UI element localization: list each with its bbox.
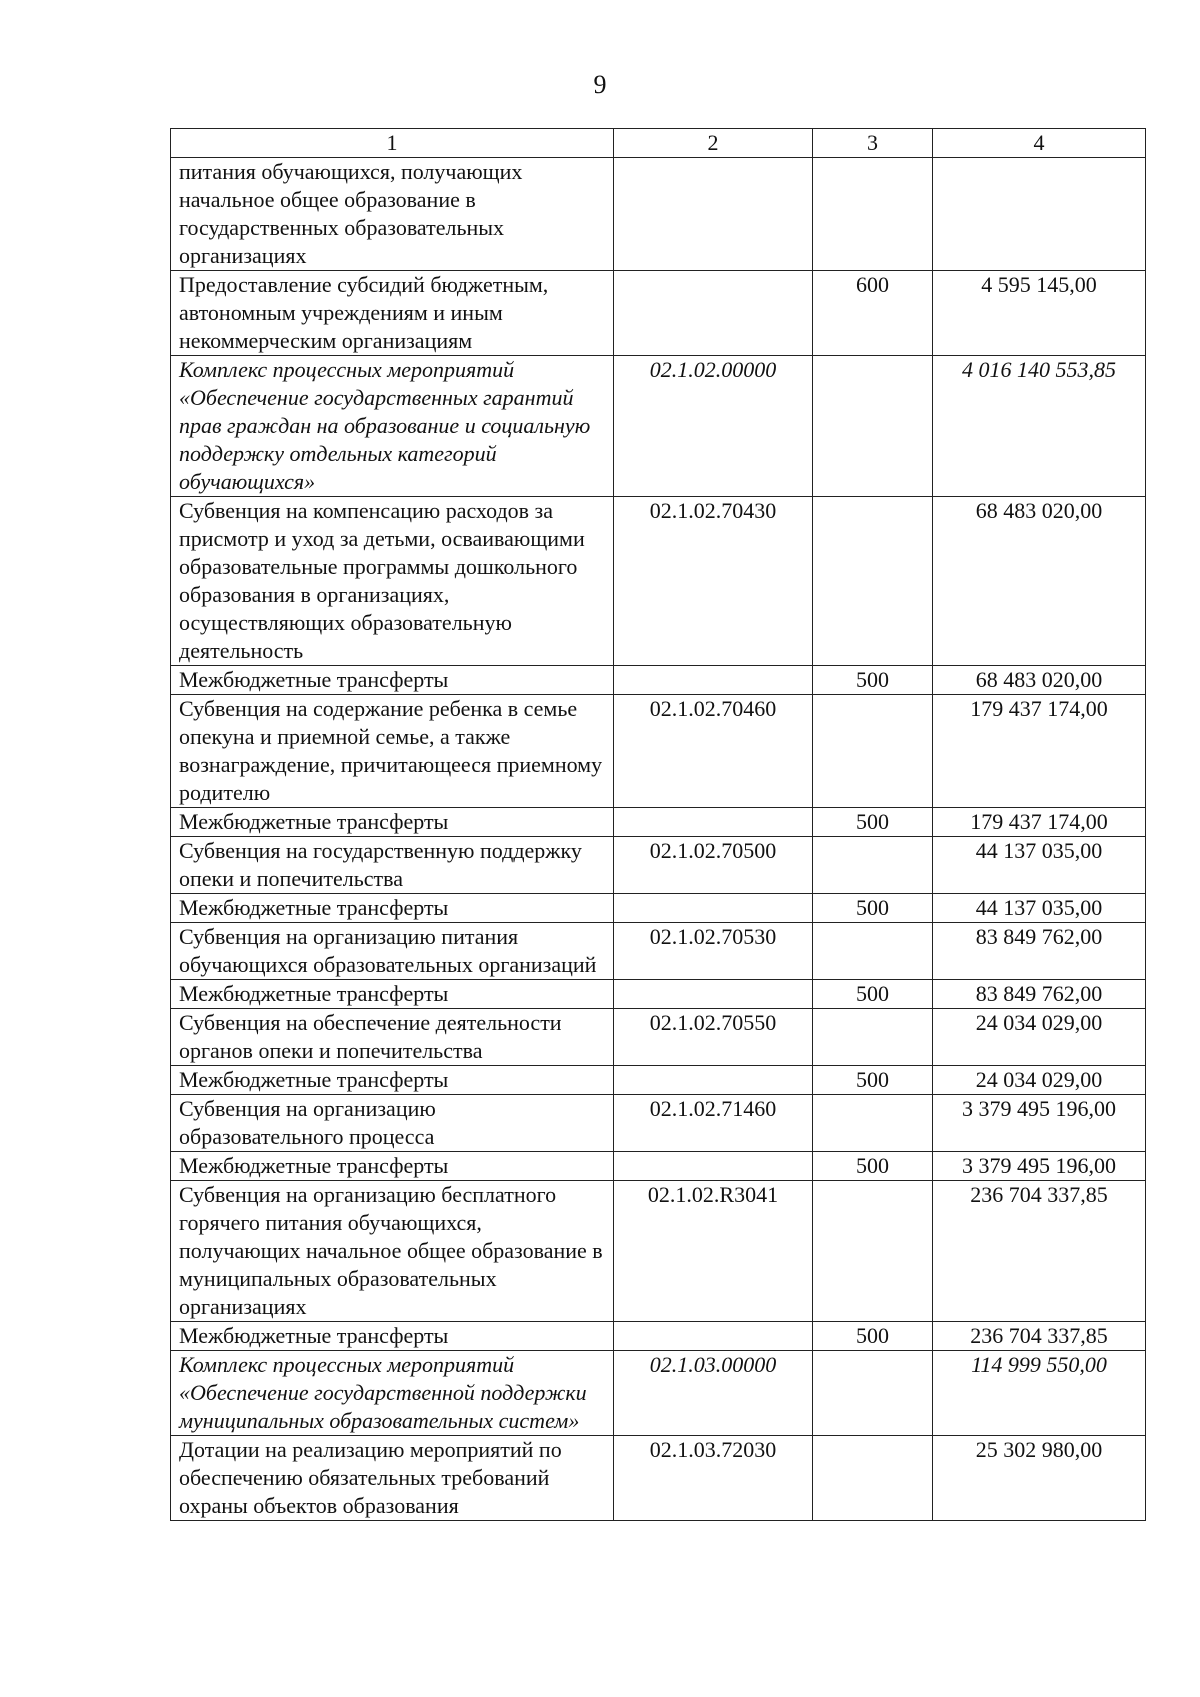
row-kind-cell: 500 <box>813 808 933 837</box>
row-kind-cell: 500 <box>813 980 933 1009</box>
row-sum-cell: 236 704 337,85 <box>933 1322 1146 1351</box>
table-row <box>171 980 1146 1009</box>
row-sum-cell: 68 483 020,00 <box>933 666 1146 695</box>
column-header-3: 3 <box>813 129 933 158</box>
row-code-cell: 02.1.02.70430 <box>614 497 813 666</box>
row-kind-cell: 500 <box>813 894 933 923</box>
table-row <box>171 923 1146 980</box>
row-kind-cell: 500 <box>813 1066 933 1095</box>
row-kind-cell: 500 <box>813 1322 933 1351</box>
row-sum-cell: 44 137 035,00 <box>933 837 1146 894</box>
row-code-cell: 02.1.02.70530 <box>614 923 813 980</box>
row-name-cell: Дотации на реализацию мероприятий по обеспечению обязательных требований охраны объектов образования <box>171 1436 614 1521</box>
table-row <box>171 356 1146 497</box>
row-code-cell: 02.1.02.00000 <box>614 356 813 497</box>
row-kind-cell <box>813 497 933 666</box>
row-name-cell: Комплекс процессных мероприятий «Обеспечение государственной поддержки муниципальных образовательных систем» <box>171 1351 614 1436</box>
row-sum-cell: 179 437 174,00 <box>933 808 1146 837</box>
row-sum-cell: 179 437 174,00 <box>933 695 1146 808</box>
row-sum-cell: 25 302 980,00 <box>933 1436 1146 1521</box>
row-code-cell <box>614 1322 813 1351</box>
row-code-cell: 02.1.02.70460 <box>614 695 813 808</box>
row-kind-cell <box>813 837 933 894</box>
row-name-cell: Субвенция на содержание ребенка в семье опекуна и приемной семье, а также вознаграждение, причитающееся приемному родителю <box>171 695 614 808</box>
row-sum-cell: 114 999 550,00 <box>933 1351 1146 1436</box>
row-name-cell: Межбюджетные трансферты <box>171 980 614 1009</box>
row-code-cell <box>614 808 813 837</box>
row-name-cell: Субвенция на обеспечение деятельности органов опеки и попечительства <box>171 1009 614 1066</box>
row-name-cell: Субвенция на организацию образовательного процесса <box>171 1095 614 1152</box>
table-row <box>171 1436 1146 1521</box>
row-name-cell: Субвенция на организацию питания обучающихся образовательных организаций <box>171 923 614 980</box>
table-row <box>171 808 1146 837</box>
row-code-cell <box>614 666 813 695</box>
row-kind-cell: 500 <box>813 666 933 695</box>
row-kind-cell <box>813 356 933 497</box>
row-sum-cell: 24 034 029,00 <box>933 1066 1146 1095</box>
row-name-cell: Комплекс процессных мероприятий «Обеспечение государственных гарантий прав граждан на образование и социальную поддержку отдельных категорий обучающихся» <box>171 356 614 497</box>
row-name-cell: Межбюджетные трансферты <box>171 1322 614 1351</box>
row-kind-cell <box>813 695 933 808</box>
row-sum-cell: 83 849 762,00 <box>933 980 1146 1009</box>
table-row <box>171 1351 1146 1436</box>
row-sum-cell: 68 483 020,00 <box>933 497 1146 666</box>
row-name-cell: Межбюджетные трансферты <box>171 666 614 695</box>
column-header-1: 1 <box>171 129 614 158</box>
row-sum-cell: 44 137 035,00 <box>933 894 1146 923</box>
row-code-cell: 02.1.03.00000 <box>614 1351 813 1436</box>
row-sum-cell <box>933 158 1146 271</box>
row-name-cell: Межбюджетные трансферты <box>171 1066 614 1095</box>
page-number: 9 <box>593 70 607 99</box>
table-header-row <box>171 129 1146 158</box>
row-kind-cell <box>813 1436 933 1521</box>
table-row <box>171 695 1146 808</box>
row-code-cell: 02.1.02.71460 <box>614 1095 813 1152</box>
row-name-cell: Межбюджетные трансферты <box>171 1152 614 1181</box>
table-row <box>171 837 1146 894</box>
table-row <box>171 894 1146 923</box>
table-row <box>171 1095 1146 1152</box>
row-kind-cell <box>813 923 933 980</box>
row-kind-cell <box>813 1095 933 1152</box>
budget-table <box>170 128 1146 1521</box>
row-sum-cell: 4 016 140 553,85 <box>933 356 1146 497</box>
row-kind-cell <box>813 1181 933 1322</box>
row-name-cell: питания обучающихся, получающих начальное общее образование в государственных образовательных организациях <box>171 158 614 271</box>
table-row <box>171 1152 1146 1181</box>
table-row <box>171 158 1146 271</box>
table-row <box>171 1066 1146 1095</box>
row-name-cell: Межбюджетные трансферты <box>171 894 614 923</box>
row-kind-cell <box>813 1351 933 1436</box>
row-code-cell: 02.1.02.R3041 <box>614 1181 813 1322</box>
column-header-2: 2 <box>614 129 813 158</box>
column-header-4: 4 <box>933 129 1146 158</box>
row-code-cell: 02.1.03.72030 <box>614 1436 813 1521</box>
row-code-cell <box>614 980 813 1009</box>
row-name-cell: Субвенция на государственную поддержку опеки и попечительства <box>171 837 614 894</box>
row-sum-cell: 4 595 145,00 <box>933 271 1146 356</box>
row-code-cell <box>614 1066 813 1095</box>
row-name-cell: Предоставление субсидий бюджетным, автономным учреждениям и иным некоммерческим организациям <box>171 271 614 356</box>
table-row <box>171 271 1146 356</box>
row-sum-cell: 3 379 495 196,00 <box>933 1152 1146 1181</box>
row-code-cell <box>614 271 813 356</box>
row-name-cell: Межбюджетные трансферты <box>171 808 614 837</box>
row-kind-cell: 500 <box>813 1152 933 1181</box>
table-row <box>171 497 1146 666</box>
row-name-cell: Субвенция на организацию бесплатного горячего питания обучающихся, получающих начальное общее образование в муниципальных образовательных организациях <box>171 1181 614 1322</box>
row-kind-cell: 600 <box>813 271 933 356</box>
table-row <box>171 1322 1146 1351</box>
table-row <box>171 1181 1146 1322</box>
row-code-cell: 02.1.02.70500 <box>614 837 813 894</box>
table-row <box>171 1009 1146 1066</box>
row-name-cell: Субвенция на компенсацию расходов за присмотр и уход за детьми, осваивающими образовательные программы дошкольного образования в организациях, осуществляющих образовательную деятельность <box>171 497 614 666</box>
table-row <box>171 666 1146 695</box>
row-sum-cell: 24 034 029,00 <box>933 1009 1146 1066</box>
row-code-cell <box>614 1152 813 1181</box>
row-code-cell: 02.1.02.70550 <box>614 1009 813 1066</box>
row-code-cell <box>614 894 813 923</box>
row-code-cell <box>614 158 813 271</box>
row-sum-cell: 3 379 495 196,00 <box>933 1095 1146 1152</box>
row-sum-cell: 236 704 337,85 <box>933 1181 1146 1322</box>
row-kind-cell <box>813 1009 933 1066</box>
table-body <box>171 158 1146 1521</box>
row-sum-cell: 83 849 762,00 <box>933 923 1146 980</box>
row-kind-cell <box>813 158 933 271</box>
